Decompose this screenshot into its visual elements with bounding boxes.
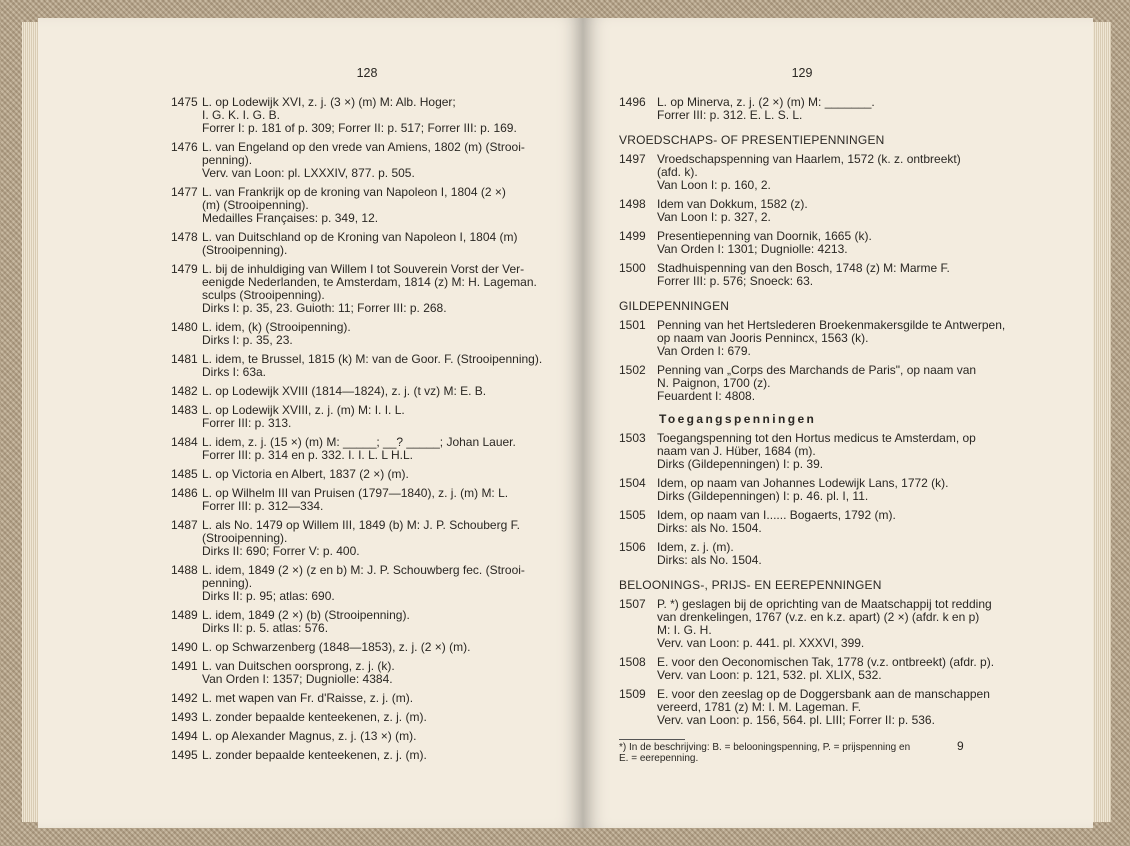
catalog-entry bbox=[619, 319, 1024, 358]
entry-line: Dirks (Gildepenningen) I: p. 46. pl. I, 11. bbox=[657, 489, 869, 503]
entry-line: Forrer I: p. 181 of p. 309; Forrer II: p. 517; Forrer III: p. 169. bbox=[202, 121, 517, 135]
entry-number: 1477 bbox=[171, 185, 198, 199]
entry-line: L. op Lodewijk XVI, z. j. (3 ×) (m) M: Alb. Hoger; bbox=[202, 95, 456, 109]
catalog-entry bbox=[171, 609, 578, 635]
entry-line: Toegangspenning tot den Hortus medicus te Amsterdam, op bbox=[657, 431, 976, 445]
entry-line: Feuardent I: 4808. bbox=[657, 389, 756, 403]
entry-line: Verv. van Loon: p. 121, 532. pl. XLIX, 532. bbox=[657, 668, 882, 682]
entry-line: L. van Frankrijk op de kroning van Napoleon I, 1804 (2 ×) bbox=[202, 185, 506, 199]
entry-line: L. idem, 1849 (2 ×) (z en b) M: J. P. Schouwberg fec. (Strooi- bbox=[202, 563, 525, 577]
catalog-entry bbox=[619, 364, 1024, 403]
entry-number: 1509 bbox=[619, 687, 646, 701]
entry-line: Forrer III: p. 313. bbox=[202, 416, 292, 430]
entry-line: E. voor den Oeconomischen Tak, 1778 (v.z. ontbreekt) (afdr. p). bbox=[657, 655, 995, 669]
entry-line: Dirks: als No. 1504. bbox=[657, 521, 762, 535]
catalog-entry bbox=[619, 153, 1024, 192]
catalog-entry bbox=[171, 186, 578, 225]
entry-number: 1482 bbox=[171, 384, 198, 398]
footnote: *) In de beschrijving: B. = belooningspenning, P. = prijspenning en bbox=[619, 742, 911, 753]
entry-line: Dirks I: p. 35, 23. Guioth: 11; Forrer III: p. 268. bbox=[202, 301, 447, 315]
entry-line: Van Loon I: p. 160, 2. bbox=[657, 178, 771, 192]
catalog-entry bbox=[619, 477, 1024, 503]
entry-line: Forrer III: p. 314 en p. 332. I. I. L. L H.L. bbox=[202, 448, 413, 462]
signature-mark: 9 bbox=[957, 739, 964, 753]
entry-line: penning). bbox=[202, 576, 253, 590]
page-edges-right bbox=[1093, 22, 1111, 822]
entry-line: L. zonder bepaalde kenteekenen, z. j. (m). bbox=[202, 710, 427, 724]
entry-line: eenigde Nederlanden, te Amsterdam, 1814 (z) M: H. Lageman. bbox=[202, 275, 537, 289]
page-number: 128 bbox=[356, 66, 378, 80]
entry-line: vereerd, 1781 (z) M: I. M. Lageman. F. bbox=[657, 700, 862, 714]
entry-number: 1494 bbox=[171, 729, 198, 743]
catalog-entry bbox=[171, 436, 578, 462]
entry-line: van drenkelingen, 1767 (v.z. en k.z. apart) (2 ×) (afdr. k en p) bbox=[657, 610, 980, 624]
entry-line: I. G. K. I. G. B. bbox=[202, 108, 281, 122]
catalog-entry bbox=[619, 656, 1024, 682]
entry-number: 1507 bbox=[619, 597, 646, 611]
catalog-entry bbox=[171, 487, 578, 513]
catalog-entry bbox=[619, 688, 1024, 727]
catalog-entry bbox=[619, 198, 1024, 224]
entry-line: L. op Alexander Magnus, z. j. (13 ×) (m). bbox=[202, 729, 417, 743]
catalog-entry bbox=[171, 711, 578, 724]
entry-number: 1492 bbox=[171, 691, 198, 705]
entry-line: L. idem, 1849 (2 ×) (b) (Strooipenning). bbox=[202, 608, 410, 622]
entry-number: 1503 bbox=[619, 431, 646, 445]
entry-line: L. idem, z. j. (15 ×) (m) M: _____; __? _____; Johan Lauer. bbox=[202, 435, 516, 449]
entry-number: 1498 bbox=[619, 197, 646, 211]
entry-number: 1491 bbox=[171, 659, 198, 673]
entry-line: Dirks: als No. 1504. bbox=[657, 553, 762, 567]
catalog-entry bbox=[171, 564, 578, 603]
entry-number: 1499 bbox=[619, 229, 646, 243]
entry-line: L. op Lodewijk XVIII, z. j. (m) M: I. I. L. bbox=[202, 403, 405, 417]
entry-number: 1489 bbox=[171, 608, 198, 622]
entry-line: M: I. G. H. bbox=[657, 623, 712, 637]
left-page bbox=[38, 18, 583, 828]
entry-line: Verv. van Loon: p. 441. pl. XXXVI, 399. bbox=[657, 636, 865, 650]
footnote-rule bbox=[619, 739, 685, 740]
entry-line: naam van J. Hüber, 1684 (m). bbox=[657, 444, 816, 458]
catalog-entry bbox=[171, 96, 578, 135]
entry-line: N. Paignon, 1700 (z). bbox=[657, 376, 771, 390]
left-entries bbox=[171, 96, 578, 768]
entry-number: 1479 bbox=[171, 262, 198, 276]
entry-line: Dirks II: p. 95; atlas: 690. bbox=[202, 589, 335, 603]
entry-line: sculps (Strooipenning). bbox=[202, 288, 325, 302]
entry-number: 1483 bbox=[171, 403, 198, 417]
section-heading: Toegangspenningen bbox=[659, 412, 817, 426]
entry-line: (afd. k). bbox=[657, 165, 698, 179]
section-heading: GILDEPENNINGEN bbox=[619, 299, 730, 313]
entry-number: 1486 bbox=[171, 486, 198, 500]
entry-line: L. als No. 1479 op Willem III, 1849 (b) M: J. P. Schouberg F. bbox=[202, 518, 520, 532]
catalog-entry bbox=[171, 353, 578, 379]
catalog-entry bbox=[171, 468, 578, 481]
entry-line: Dirks I: p. 35, 23. bbox=[202, 333, 293, 347]
entry-line: (m) (Strooipenning). bbox=[202, 198, 309, 212]
entry-line: Stadhuispenning van den Bosch, 1748 (z) M: Marme F. bbox=[657, 261, 950, 275]
catalog-entry bbox=[171, 519, 578, 558]
entry-line: L. op Wilhelm III van Pruisen (1797—1840), z. j. (m) M: L. bbox=[202, 486, 509, 500]
entry-number: 1506 bbox=[619, 540, 646, 554]
entry-line: Dirks II: p. 5. atlas: 576. bbox=[202, 621, 329, 635]
catalog-entry bbox=[171, 141, 578, 180]
page-edges-left bbox=[22, 22, 38, 822]
entry-line: L. op Schwarzenberg (1848—1853), z. j. (2 ×) (m). bbox=[202, 640, 471, 654]
entry-number: 1485 bbox=[171, 467, 198, 481]
entry-line: L. idem, (k) (Strooipenning). bbox=[202, 320, 351, 334]
catalog-entry bbox=[171, 263, 578, 315]
entry-line: Presentiepenning van Doornik, 1665 (k). bbox=[657, 229, 872, 243]
entry-line: L. zonder bepaalde kenteekenen, z. j. (m). bbox=[202, 748, 427, 762]
entry-line: Idem van Dokkum, 1582 (z). bbox=[657, 197, 808, 211]
catalog-entry bbox=[171, 641, 578, 654]
entry-line: Dirks (Gildepenningen) I: p. 39. bbox=[657, 457, 824, 471]
entry-number: 1480 bbox=[171, 320, 198, 334]
entry-line: penning). bbox=[202, 153, 253, 167]
entry-number: 1476 bbox=[171, 140, 198, 154]
entry-line: L. op Lodewijk XVIII (1814—1824), z. j. (t vz) M: E. B. bbox=[202, 384, 487, 398]
entry-number: 1484 bbox=[171, 435, 198, 449]
catalog-entry bbox=[619, 541, 1024, 567]
entry-line: Forrer III: p. 312. E. L. S. L. bbox=[657, 108, 803, 122]
section-heading: BELOONINGS-, PRIJS- EN EEREPENNINGEN bbox=[619, 578, 882, 592]
entry-line: Vroedschapspenning van Haarlem, 1572 (k. z. ontbreekt) bbox=[657, 152, 961, 166]
entry-line: Forrer III: p. 312—334. bbox=[202, 499, 324, 513]
catalog-entry bbox=[619, 262, 1024, 288]
entry-number: 1475 bbox=[171, 95, 198, 109]
catalog-entry bbox=[619, 598, 1024, 650]
entry-line: Dirks I: 63a. bbox=[202, 365, 267, 379]
footnote: E. = eerepenning. bbox=[619, 753, 699, 764]
catalog-entry bbox=[619, 432, 1024, 471]
entry-line: L. van Engeland op den vrede van Amiens, 1802 (m) (Strooi- bbox=[202, 140, 525, 154]
entry-line: Forrer III: p. 576; Snoeck: 63. bbox=[657, 274, 814, 288]
catalog-entry bbox=[171, 404, 578, 430]
entry-line: Dirks II: 690; Forrer V: p. 400. bbox=[202, 544, 360, 558]
entry-line: P. *) geslagen bij de oprichting van de Maatschappij tot redding bbox=[657, 597, 992, 611]
entry-number: 1504 bbox=[619, 476, 646, 490]
catalog-entry bbox=[619, 509, 1024, 535]
entry-line: Medailles Françaises: p. 349, 12. bbox=[202, 211, 379, 225]
catalog-entry bbox=[171, 321, 578, 347]
entry-number: 1500 bbox=[619, 261, 646, 275]
entry-number: 1501 bbox=[619, 318, 646, 332]
entry-line: Penning van „Corps des Marchands de Paris", op naam van bbox=[657, 363, 977, 377]
entry-line: Van Orden I: 1357; Dugniolle: 4384. bbox=[202, 672, 393, 686]
catalog-entry bbox=[171, 385, 578, 398]
entry-line: Penning van het Hertslederen Broekenmakersgilde te Antwerpen, bbox=[657, 318, 1006, 332]
entry-line: L. met wapen van Fr. d'Raisse, z. j. (m). bbox=[202, 691, 414, 705]
entry-line: Van Loon I: p. 327, 2. bbox=[657, 210, 771, 224]
entry-number: 1497 bbox=[619, 152, 646, 166]
entry-line: Van Orden I: 1301; Dugniolle: 4213. bbox=[657, 242, 848, 256]
entry-line: L. idem, te Brussel, 1815 (k) M: van de Goor. F. (Strooipenning). bbox=[202, 352, 543, 366]
entry-line: L. van Duitschen oorsprong, z. j. (k). bbox=[202, 659, 395, 673]
catalog-entry bbox=[171, 692, 578, 705]
page-number: 129 bbox=[791, 66, 813, 80]
entry-line: Verv. van Loon: pl. LXXXIV, 877. p. 505. bbox=[202, 166, 415, 180]
entry-line: Van Orden I: 679. bbox=[657, 344, 751, 358]
entry-line: (Strooipenning). bbox=[202, 243, 288, 257]
entry-line: L. van Duitschland op de Kroning van Napoleon I, 1804 (m) bbox=[202, 230, 518, 244]
catalog-entry bbox=[171, 660, 578, 686]
entry-line: L. bij de inhuldiging van Willem I tot Souverein Vorst der Ver- bbox=[202, 262, 525, 276]
entry-number: 1502 bbox=[619, 363, 646, 377]
right-page bbox=[583, 18, 1093, 828]
entry-line: Idem, z. j. (m). bbox=[657, 540, 734, 554]
entry-line: E. voor den zeeslag op de Doggersbank aan de manschappen bbox=[657, 687, 990, 701]
entry-number: 1490 bbox=[171, 640, 198, 654]
entry-number: 1493 bbox=[171, 710, 198, 724]
entry-line: Verv. van Loon: p. 156, 564. pl. LIII; Forrer II: p. 536. bbox=[657, 713, 935, 727]
entry-number: 1495 bbox=[171, 748, 198, 762]
catalog-entry bbox=[171, 749, 578, 762]
catalog-entry bbox=[619, 230, 1024, 256]
entry-line: L. op Minerva, z. j. (2 ×) (m) M: _______. bbox=[657, 95, 875, 109]
entry-number: 1481 bbox=[171, 352, 198, 366]
entry-number: 1496 bbox=[619, 95, 646, 109]
entry-line: (Strooipenning). bbox=[202, 531, 288, 545]
entry-line: L. op Victoria en Albert, 1837 (2 ×) (m). bbox=[202, 467, 409, 481]
catalog-entry bbox=[171, 231, 578, 257]
catalog-entry bbox=[619, 96, 1024, 122]
entry-number: 1487 bbox=[171, 518, 198, 532]
catalog-entry bbox=[171, 730, 578, 743]
entry-number: 1508 bbox=[619, 655, 646, 669]
entry-line: op naam van Jooris Pennincx, 1563 (k). bbox=[657, 331, 869, 345]
entry-number: 1488 bbox=[171, 563, 198, 577]
entry-number: 1478 bbox=[171, 230, 198, 244]
entry-line: Idem, op naam van I...... Bogaerts, 1792 (m). bbox=[657, 508, 896, 522]
entry-line: Idem, op naam van Johannes Lodewijk Lans, 1772 (k). bbox=[657, 476, 949, 490]
entry-number: 1505 bbox=[619, 508, 646, 522]
section-heading: VROEDSCHAPS- OF PRESENTIEPENNINGEN bbox=[619, 133, 885, 147]
right-entries bbox=[619, 96, 1024, 764]
